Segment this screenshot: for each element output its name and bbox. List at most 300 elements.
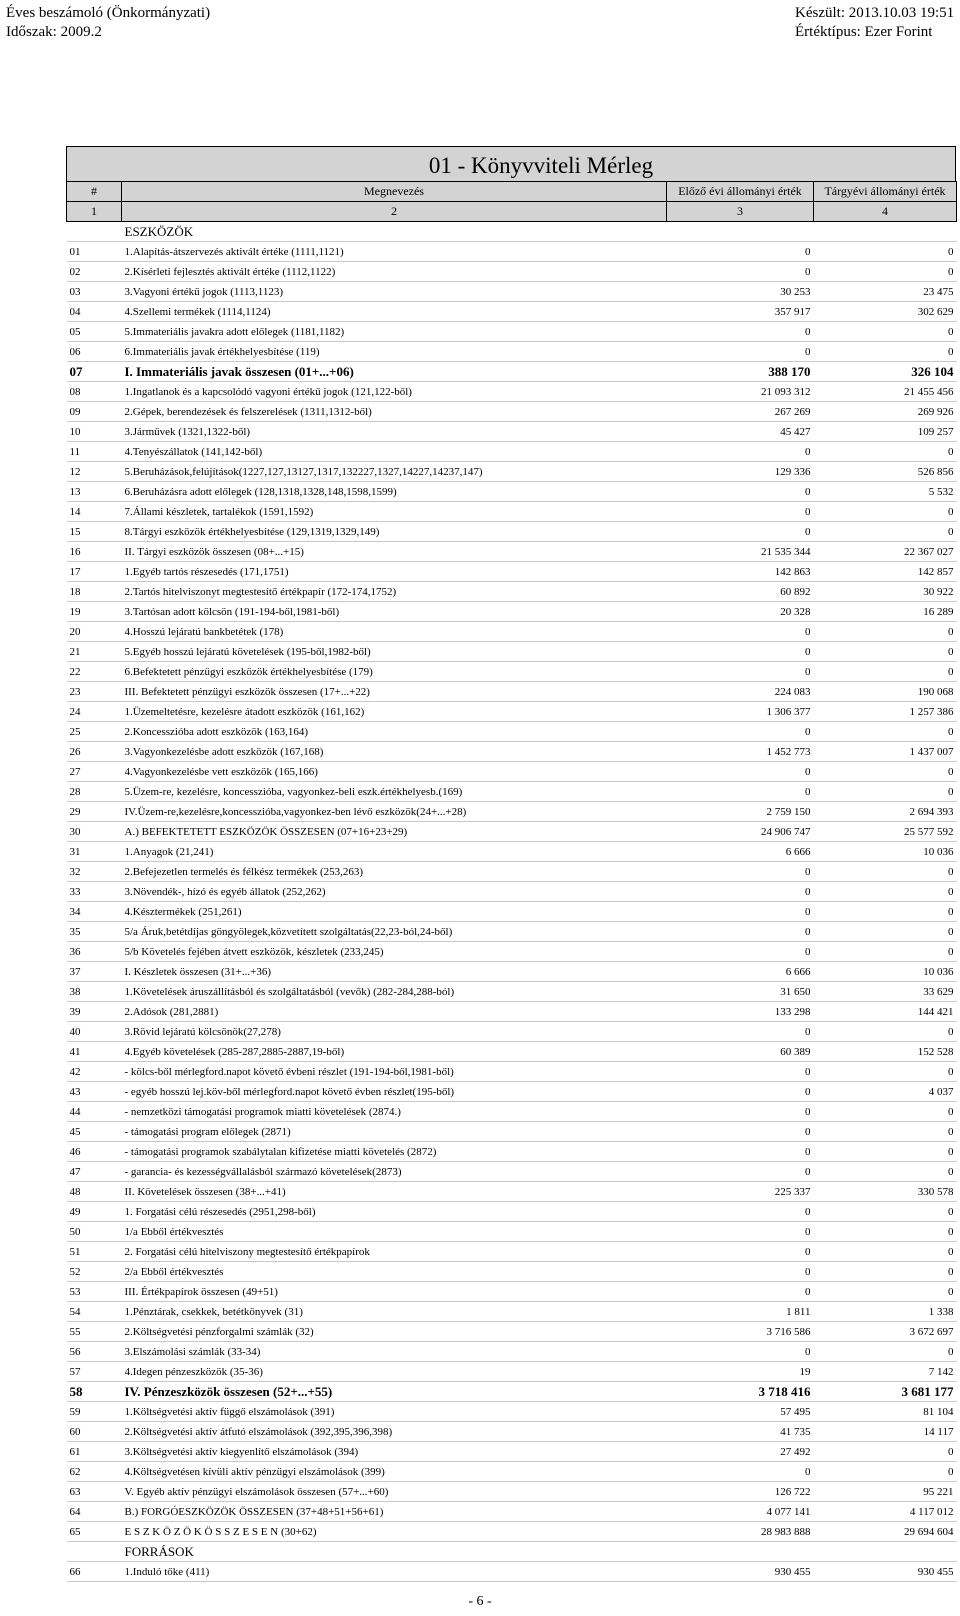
row-curr-value: 0 xyxy=(814,1022,957,1042)
row-label: 7.Állami készletek, tartalékok (1591,1592) xyxy=(122,502,667,522)
row-number: 04 xyxy=(67,302,122,322)
row-number: 35 xyxy=(67,922,122,942)
table-row xyxy=(67,1402,957,1422)
table-row xyxy=(67,1522,957,1542)
row-curr-value: 1 437 007 xyxy=(814,742,957,762)
row-number: 57 xyxy=(67,1362,122,1382)
row-number: 16 xyxy=(67,542,122,562)
table-row xyxy=(67,1562,957,1582)
row-label: 1.Anyagok (21,241) xyxy=(122,842,667,862)
row-number: 12 xyxy=(67,462,122,482)
row-label: 6.Immateriális javak értékhelyesbítése (119) xyxy=(122,342,667,362)
row-number: 20 xyxy=(67,622,122,642)
row-number: 37 xyxy=(67,962,122,982)
row-label: III. Befektetett pénzügyi eszközök összesen (17+...+22) xyxy=(122,682,667,702)
table-body xyxy=(67,222,957,1582)
table-row xyxy=(67,782,957,802)
row-number: 30 xyxy=(67,822,122,842)
table-row xyxy=(67,1322,957,1342)
row-label: 1.Követelések áruszállításból és szolgáltatásból (vevők) (282-284,288-ból) xyxy=(122,982,667,1002)
row-curr-value: 29 694 604 xyxy=(814,1522,957,1542)
table-row xyxy=(67,482,957,502)
row-number: 38 xyxy=(67,982,122,1002)
row-curr-value: 25 577 592 xyxy=(814,822,957,842)
row-curr-value: 269 926 xyxy=(814,402,957,422)
row-label: 4.Hosszú lejáratú bankbetétek (178) xyxy=(122,622,667,642)
row-curr-value: 21 455 456 xyxy=(814,382,957,402)
row-label: 2.Gépek, berendezések és felszerelések (1311,1312-ből) xyxy=(122,402,667,422)
row-curr-value: 22 367 027 xyxy=(814,542,957,562)
sheet-title: 01 - Könyvviteli Mérleg xyxy=(66,146,956,181)
table-row xyxy=(67,1102,957,1122)
row-prev-value: 126 722 xyxy=(667,1482,814,1502)
table-row xyxy=(67,962,957,982)
row-label: ESZKÖZÖK xyxy=(122,222,667,242)
table-row xyxy=(67,662,957,682)
row-curr-value: 3 672 697 xyxy=(814,1322,957,1342)
row-number: 52 xyxy=(67,1262,122,1282)
row-number xyxy=(67,222,122,242)
row-prev-value: 6 666 xyxy=(667,842,814,862)
row-curr-value: 10 036 xyxy=(814,962,957,982)
row-number: 42 xyxy=(67,1062,122,1082)
row-number: 09 xyxy=(67,402,122,422)
table-row xyxy=(67,502,957,522)
row-number: 19 xyxy=(67,602,122,622)
row-curr-value: 326 104 xyxy=(814,362,957,382)
row-label: 5.Beruházások,felújítások(1227,127,13127,1317,132227,1327,14227,14237,147) xyxy=(122,462,667,482)
row-number: 44 xyxy=(67,1102,122,1122)
row-number: 43 xyxy=(67,1082,122,1102)
table-row xyxy=(67,382,957,402)
row-prev-value: 0 xyxy=(667,1142,814,1162)
row-curr-value: 190 068 xyxy=(814,682,957,702)
row-curr-value: 3 681 177 xyxy=(814,1382,957,1402)
row-prev-value: 0 xyxy=(667,642,814,662)
table-row xyxy=(67,822,957,842)
row-number xyxy=(67,1542,122,1562)
row-curr-value: 1 338 xyxy=(814,1302,957,1322)
row-number: 14 xyxy=(67,502,122,522)
col-header-name: Megnevezés xyxy=(122,182,667,202)
row-prev-value: 3 716 586 xyxy=(667,1322,814,1342)
row-prev-value: 0 xyxy=(667,1062,814,1082)
row-curr-value: 526 856 xyxy=(814,462,957,482)
row-label: 8.Tárgyi eszközök értékhelyesbítése (129,1319,1329,149) xyxy=(122,522,667,542)
row-label: 5.Egyéb hosszú lejáratú követelések (195-ből,1982-ből) xyxy=(122,642,667,662)
value-type: Értéktípus: Ezer Forint xyxy=(795,24,933,40)
row-label: 5.Üzem-re, kezelésre, koncesszióba, vagyonkez-beli eszk.értékhelyesb.(169) xyxy=(122,782,667,802)
row-label: II. Követelések összesen (38+...+41) xyxy=(122,1182,667,1202)
created-timestamp: Készült: 2013.10.03 19:51 xyxy=(795,5,955,21)
row-curr-value: 0 xyxy=(814,622,957,642)
table-row xyxy=(67,1142,957,1162)
table-row xyxy=(67,322,957,342)
table-row xyxy=(67,402,957,422)
row-prev-value: 129 336 xyxy=(667,462,814,482)
row-prev-value: 0 xyxy=(667,882,814,902)
table-row xyxy=(67,902,957,922)
row-number: 59 xyxy=(67,1402,122,1422)
row-prev-value: 57 495 xyxy=(667,1402,814,1422)
row-curr-value: 152 528 xyxy=(814,1042,957,1062)
row-number: 55 xyxy=(67,1322,122,1342)
row-curr-value: 30 922 xyxy=(814,582,957,602)
row-prev-value: 0 xyxy=(667,482,814,502)
row-curr-value: 0 xyxy=(814,1142,957,1162)
row-curr-value: 0 xyxy=(814,1202,957,1222)
row-number: 21 xyxy=(67,642,122,662)
row-number: 34 xyxy=(67,902,122,922)
row-label: 5.Immateriális javakra adott előlegek (1181,1182) xyxy=(122,322,667,342)
row-prev-value: 0 xyxy=(667,782,814,802)
row-prev-value: 0 xyxy=(667,502,814,522)
row-label: 4.Szellemi termékek (1114,1124) xyxy=(122,302,667,322)
row-prev-value: 0 xyxy=(667,342,814,362)
report-type: Éves beszámoló (Önkormányzati) xyxy=(6,5,211,21)
row-prev-value: 930 455 xyxy=(667,1562,814,1582)
row-prev-value: 1 452 773 xyxy=(667,742,814,762)
row-label: 1/a Ebből értékvesztés xyxy=(122,1222,667,1242)
row-number: 45 xyxy=(67,1122,122,1142)
row-number: 49 xyxy=(67,1202,122,1222)
row-curr-value xyxy=(814,1542,957,1562)
table-row xyxy=(67,1422,957,1442)
table-row xyxy=(67,982,957,1002)
row-curr-value: 0 xyxy=(814,1102,957,1122)
row-number: 51 xyxy=(67,1242,122,1262)
row-number: 31 xyxy=(67,842,122,862)
row-label: E S Z K Ö Z Ö K Ö S S Z E S E N (30+62) xyxy=(122,1522,667,1542)
row-prev-value: 2 759 150 xyxy=(667,802,814,822)
row-curr-value: 4 037 xyxy=(814,1082,957,1102)
table-row xyxy=(67,682,957,702)
row-prev-value xyxy=(667,1542,814,1562)
row-curr-value: 0 xyxy=(814,1262,957,1282)
row-number: 40 xyxy=(67,1022,122,1042)
row-curr-value: 0 xyxy=(814,442,957,462)
table-row xyxy=(67,1042,957,1062)
row-curr-value: 0 xyxy=(814,1462,957,1482)
row-curr-value: 0 xyxy=(814,1222,957,1242)
row-prev-value: 0 xyxy=(667,262,814,282)
table-row xyxy=(67,1122,957,1142)
row-prev-value: 28 983 888 xyxy=(667,1522,814,1542)
row-curr-value: 16 289 xyxy=(814,602,957,622)
table-row xyxy=(67,722,957,742)
row-number: 60 xyxy=(67,1422,122,1442)
row-prev-value: 0 xyxy=(667,442,814,462)
row-label: 3.Elszámolási számlák (33-34) xyxy=(122,1342,667,1362)
row-curr-value: 0 xyxy=(814,1062,957,1082)
row-curr-value: 33 629 xyxy=(814,982,957,1002)
table-row xyxy=(67,542,957,562)
row-curr-value: 0 xyxy=(814,722,957,742)
row-curr-value xyxy=(814,222,957,242)
row-prev-value: 19 xyxy=(667,1362,814,1382)
row-curr-value: 930 455 xyxy=(814,1562,957,1582)
row-curr-value: 302 629 xyxy=(814,302,957,322)
table-row xyxy=(67,1202,957,1222)
row-number: 08 xyxy=(67,382,122,402)
row-curr-value: 1 257 386 xyxy=(814,702,957,722)
row-number: 23 xyxy=(67,682,122,702)
row-number: 32 xyxy=(67,862,122,882)
row-prev-value: 21 535 344 xyxy=(667,542,814,562)
row-number: 07 xyxy=(67,362,122,382)
table-row xyxy=(67,1062,957,1082)
row-label: 1.Pénztárak, csekkek, betétkönyvek (31) xyxy=(122,1302,667,1322)
table-row xyxy=(67,442,957,462)
row-prev-value: 0 xyxy=(667,1462,814,1482)
row-prev-value: 24 906 747 xyxy=(667,822,814,842)
row-label: 6.Beruházásra adott előlegek (128,1318,1328,148,1598,1599) xyxy=(122,482,667,502)
row-prev-value: 0 xyxy=(667,1222,814,1242)
row-label: 6.Befektetett pénzügyi eszközök értékhelyesbítése (179) xyxy=(122,662,667,682)
row-label: IV. Pénzeszközök összesen (52+...+55) xyxy=(122,1382,667,1402)
row-prev-value: 0 xyxy=(667,242,814,262)
row-label: 2/a Ebből értékvesztés xyxy=(122,1262,667,1282)
row-prev-value: 0 xyxy=(667,1102,814,1122)
row-prev-value: 0 xyxy=(667,1082,814,1102)
row-label: 1.Egyéb tartós részesedés (171,1751) xyxy=(122,562,667,582)
row-label: 2.Kísérleti fejlesztés aktivált értéke (1112,1122) xyxy=(122,262,667,282)
row-curr-value: 23 475 xyxy=(814,282,957,302)
row-number: 53 xyxy=(67,1282,122,1302)
row-label: 4.Egyéb követelések (285-287,2885-2887,19-ből) xyxy=(122,1042,667,1062)
row-prev-value xyxy=(667,222,814,242)
row-number: 17 xyxy=(67,562,122,582)
row-number: 54 xyxy=(67,1302,122,1322)
colnum-4: 4 xyxy=(814,202,957,222)
table-row xyxy=(67,422,957,442)
row-label: 1.Alapítás-átszervezés aktivált értéke (1111,1121) xyxy=(122,242,667,262)
row-number: 56 xyxy=(67,1342,122,1362)
row-prev-value: 0 xyxy=(667,862,814,882)
table-row xyxy=(67,882,957,902)
row-prev-value: 20 328 xyxy=(667,602,814,622)
table-row xyxy=(67,862,957,882)
row-label: FORRÁSOK xyxy=(122,1542,667,1562)
row-prev-value: 3 718 416 xyxy=(667,1382,814,1402)
table-row xyxy=(67,942,957,962)
row-number: 11 xyxy=(67,442,122,462)
row-curr-value: 0 xyxy=(814,942,957,962)
row-prev-value: 41 735 xyxy=(667,1422,814,1442)
row-curr-value: 0 xyxy=(814,322,957,342)
table-row xyxy=(67,1182,957,1202)
col-header-curr: Tárgyévi állományi érték xyxy=(814,182,957,202)
row-number: 66 xyxy=(67,1562,122,1582)
row-label: 2.Költségvetési aktív átfutó elszámolások (392,395,396,398) xyxy=(122,1422,667,1442)
table-row xyxy=(67,602,957,622)
row-number: 36 xyxy=(67,942,122,962)
row-number: 61 xyxy=(67,1442,122,1462)
row-curr-value: 0 xyxy=(814,642,957,662)
row-label: 1.Ingatlanok és a kapcsolódó vagyoni értékű jogok (121,122-ből) xyxy=(122,382,667,402)
row-prev-value: 0 xyxy=(667,662,814,682)
row-prev-value: 0 xyxy=(667,1202,814,1222)
row-number: 39 xyxy=(67,1002,122,1022)
table-row xyxy=(67,1002,957,1022)
row-number: 03 xyxy=(67,282,122,302)
row-curr-value: 144 421 xyxy=(814,1002,957,1022)
table-row xyxy=(67,1462,957,1482)
row-curr-value: 0 xyxy=(814,1442,957,1462)
row-curr-value: 330 578 xyxy=(814,1182,957,1202)
row-number: 01 xyxy=(67,242,122,262)
table-row xyxy=(67,622,957,642)
row-curr-value: 0 xyxy=(814,1122,957,1142)
row-label: II. Tárgyi eszközök összesen (08+...+15) xyxy=(122,542,667,562)
table-row xyxy=(67,762,957,782)
row-label: I. Immateriális javak összesen (01+...+06) xyxy=(122,362,667,382)
row-prev-value: 30 253 xyxy=(667,282,814,302)
row-curr-value: 4 117 012 xyxy=(814,1502,957,1522)
row-curr-value: 142 857 xyxy=(814,562,957,582)
table-row xyxy=(67,742,957,762)
table-row xyxy=(67,282,957,302)
col-header-prev: Előző évi állományi érték xyxy=(667,182,814,202)
row-prev-value: 267 269 xyxy=(667,402,814,422)
col-header-num: # xyxy=(67,182,122,202)
colnum-3: 3 xyxy=(667,202,814,222)
row-prev-value: 0 xyxy=(667,1282,814,1302)
row-prev-value: 0 xyxy=(667,762,814,782)
row-label: 3.Járművek (1321,1322-ből) xyxy=(122,422,667,442)
row-curr-value: 0 xyxy=(814,1242,957,1262)
row-prev-value: 21 093 312 xyxy=(667,382,814,402)
table-row xyxy=(67,702,957,722)
balance-sheet xyxy=(66,146,956,1582)
row-label: 1.Induló tőke (411) xyxy=(122,1562,667,1582)
table-row xyxy=(67,582,957,602)
row-curr-value: 0 xyxy=(814,882,957,902)
row-number: 46 xyxy=(67,1142,122,1162)
row-curr-value: 10 036 xyxy=(814,842,957,862)
row-prev-value: 0 xyxy=(667,1122,814,1142)
row-prev-value: 1 306 377 xyxy=(667,702,814,722)
row-number: 33 xyxy=(67,882,122,902)
row-curr-value: 0 xyxy=(814,262,957,282)
row-curr-value: 0 xyxy=(814,902,957,922)
row-curr-value: 5 532 xyxy=(814,482,957,502)
row-number: 48 xyxy=(67,1182,122,1202)
row-curr-value: 0 xyxy=(814,242,957,262)
row-curr-value: 0 xyxy=(814,1282,957,1302)
row-prev-value: 133 298 xyxy=(667,1002,814,1022)
row-label: 5/a Áruk,betétdíjas göngyölegek,közvetített szolgáltatás(22,23-ból,24-ből) xyxy=(122,922,667,942)
row-label: V. Egyéb aktív pénzügyi elszámolások összesen (57+...+60) xyxy=(122,1482,667,1502)
table-row xyxy=(67,1302,957,1322)
row-label: 4.Költségvetésen kívüli aktív pénzügyi elszámolások (399) xyxy=(122,1462,667,1482)
table-row xyxy=(67,1242,957,1262)
row-label: - támogatási program előlegek (2871) xyxy=(122,1122,667,1142)
row-number: 06 xyxy=(67,342,122,362)
table-row xyxy=(67,842,957,862)
row-curr-value: 109 257 xyxy=(814,422,957,442)
column-header-row xyxy=(67,182,957,202)
row-prev-value: 60 892 xyxy=(667,582,814,602)
row-prev-value: 45 427 xyxy=(667,422,814,442)
table-row xyxy=(67,1342,957,1362)
row-curr-value: 0 xyxy=(814,1342,957,1362)
row-prev-value: 0 xyxy=(667,1162,814,1182)
balance-table xyxy=(66,181,957,1582)
row-prev-value: 0 xyxy=(667,322,814,342)
table-row xyxy=(67,642,957,662)
row-prev-value: 0 xyxy=(667,942,814,962)
row-number: 65 xyxy=(67,1522,122,1542)
row-prev-value: 225 337 xyxy=(667,1182,814,1202)
row-label: 4.Késztermékek (251,261) xyxy=(122,902,667,922)
row-label: 2.Költségvetési pénzforgalmi számlák (32) xyxy=(122,1322,667,1342)
row-curr-value: 2 694 393 xyxy=(814,802,957,822)
row-label: 1.Üzemeltetésre, kezelésre átadott eszközök (161,162) xyxy=(122,702,667,722)
row-prev-value: 31 650 xyxy=(667,982,814,1002)
table-row xyxy=(67,1502,957,1522)
row-prev-value: 0 xyxy=(667,622,814,642)
row-prev-value: 0 xyxy=(667,522,814,542)
row-prev-value: 0 xyxy=(667,722,814,742)
page-number: - 6 - xyxy=(468,1594,492,1609)
table-row xyxy=(67,222,957,242)
row-label: 2.Koncesszióba adott eszközök (163,164) xyxy=(122,722,667,742)
row-number: 18 xyxy=(67,582,122,602)
table-row xyxy=(67,362,957,382)
row-label: 4.Idegen pénzeszközök (35-36) xyxy=(122,1362,667,1382)
table-row xyxy=(67,1162,957,1182)
table-row xyxy=(67,1442,957,1462)
row-number: 58 xyxy=(67,1382,122,1402)
report-period: Időszak: 2009.2 xyxy=(6,24,102,40)
row-label: 3.Vagyonkezelésbe adott eszközök (167,168) xyxy=(122,742,667,762)
row-prev-value: 1 811 xyxy=(667,1302,814,1322)
row-curr-value: 0 xyxy=(814,662,957,682)
table-row xyxy=(67,302,957,322)
table-row xyxy=(67,562,957,582)
row-number: 22 xyxy=(67,662,122,682)
table-row xyxy=(67,342,957,362)
row-label: - egyéb hosszú lej.köv-ből mérlegford.napot követő évben részlet(195-ből) xyxy=(122,1082,667,1102)
row-curr-value: 0 xyxy=(814,1162,957,1182)
table-row xyxy=(67,1022,957,1042)
row-label: 3.Vagyoni értékű jogok (1113,1123) xyxy=(122,282,667,302)
row-label: - garancia- és kezességvállalásból származó követelések(2873) xyxy=(122,1162,667,1182)
row-label: 3.Költségvetési aktív kiegyenlítő elszámolások (394) xyxy=(122,1442,667,1462)
row-number: 28 xyxy=(67,782,122,802)
row-label: B.) FORGÓESZKÖZÖK ÖSSZESEN (37+48+51+56+61) xyxy=(122,1502,667,1522)
row-number: 29 xyxy=(67,802,122,822)
row-prev-value: 142 863 xyxy=(667,562,814,582)
row-curr-value: 0 xyxy=(814,762,957,782)
row-curr-value: 0 xyxy=(814,502,957,522)
table-row xyxy=(67,262,957,282)
row-prev-value: 0 xyxy=(667,1242,814,1262)
row-number: 50 xyxy=(67,1222,122,1242)
table-row xyxy=(67,1082,957,1102)
row-label: 5/b Követelés fejében átvett eszközök, készletek (233,245) xyxy=(122,942,667,962)
colnum-1: 1 xyxy=(67,202,122,222)
row-curr-value: 14 117 xyxy=(814,1422,957,1442)
table-row xyxy=(67,1382,957,1402)
table-row xyxy=(67,922,957,942)
row-label: 2.Tartós hitelviszonyt megtestesítő értékpapír (172-174,1752) xyxy=(122,582,667,602)
row-curr-value: 7 142 xyxy=(814,1362,957,1382)
row-number: 13 xyxy=(67,482,122,502)
row-number: 24 xyxy=(67,702,122,722)
row-prev-value: 0 xyxy=(667,922,814,942)
